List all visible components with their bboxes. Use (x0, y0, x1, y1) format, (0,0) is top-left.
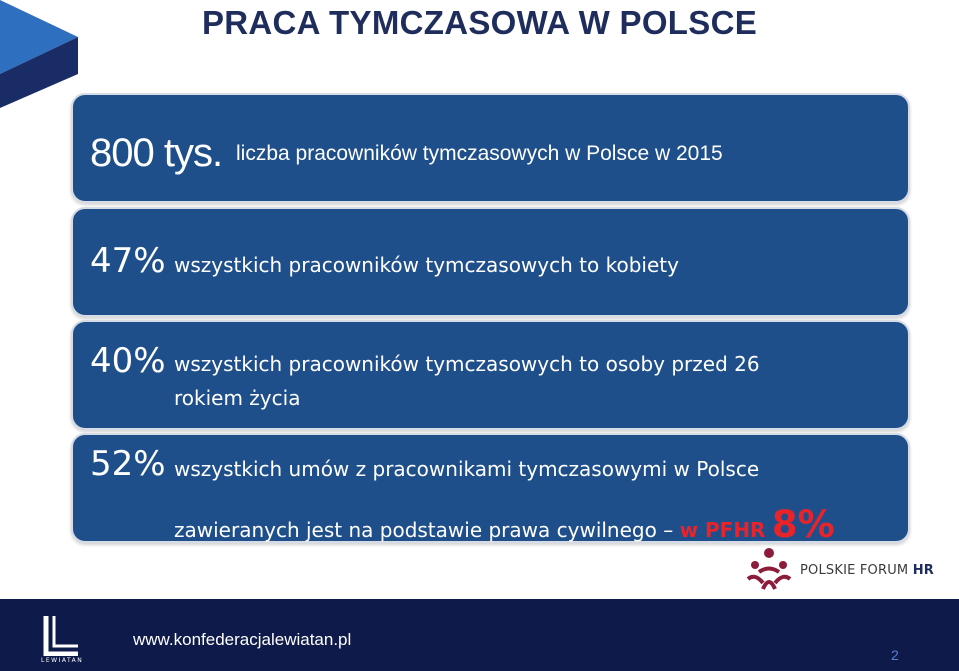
website-link[interactable]: www.konfederacjalewiatan.pl (133, 630, 352, 649)
stat-text: liczba pracowników tymczasowych w Polsce w 2015 (236, 142, 723, 165)
stat-box-under-26 (71, 320, 910, 430)
stat-value: 52% (90, 444, 166, 484)
footer-bar (0, 599, 959, 671)
stat-text-line2: rokiem życia (174, 386, 301, 410)
stat-text-line1: wszystkich umów z pracownikami tymczasowymi w Polsce (174, 457, 760, 481)
partner-name: POLSKIE FORUM (800, 563, 909, 578)
stat-text-line2-main: zawieranych jest na podstawie prawa cywilnego – (174, 518, 674, 542)
stat-box-workers (71, 93, 910, 203)
page-title: PRACA TYMCZASOWA W POLSCE (201, 4, 758, 41)
stat-text-line1: wszystkich pracowników tymczasowych to osoby przed 26 (174, 352, 760, 376)
lewiatan-logo-icon (40, 614, 82, 656)
partner-name-bold: HR (912, 563, 934, 578)
stat-value: 40% (90, 341, 166, 381)
stat-box-civil-contracts (71, 433, 910, 546)
pfhr-highlight-label: w PFHR (679, 518, 766, 542)
page-number: 2 (891, 647, 899, 663)
stat-text: wszystkich pracowników tymczasowych to kobiety (174, 253, 679, 277)
stat-text-line2 (174, 503, 835, 546)
pfhr-highlight-value: 8% (771, 503, 835, 546)
stat-value: 47% (90, 241, 166, 281)
lewiatan-logo-text: LEWIATAN (41, 657, 84, 664)
stat-value: 800 tys. (90, 131, 223, 175)
polskie-forum-hr-logo-icon (745, 545, 793, 591)
stat-box-women (71, 207, 910, 317)
polskie-forum-hr-name (800, 563, 934, 578)
